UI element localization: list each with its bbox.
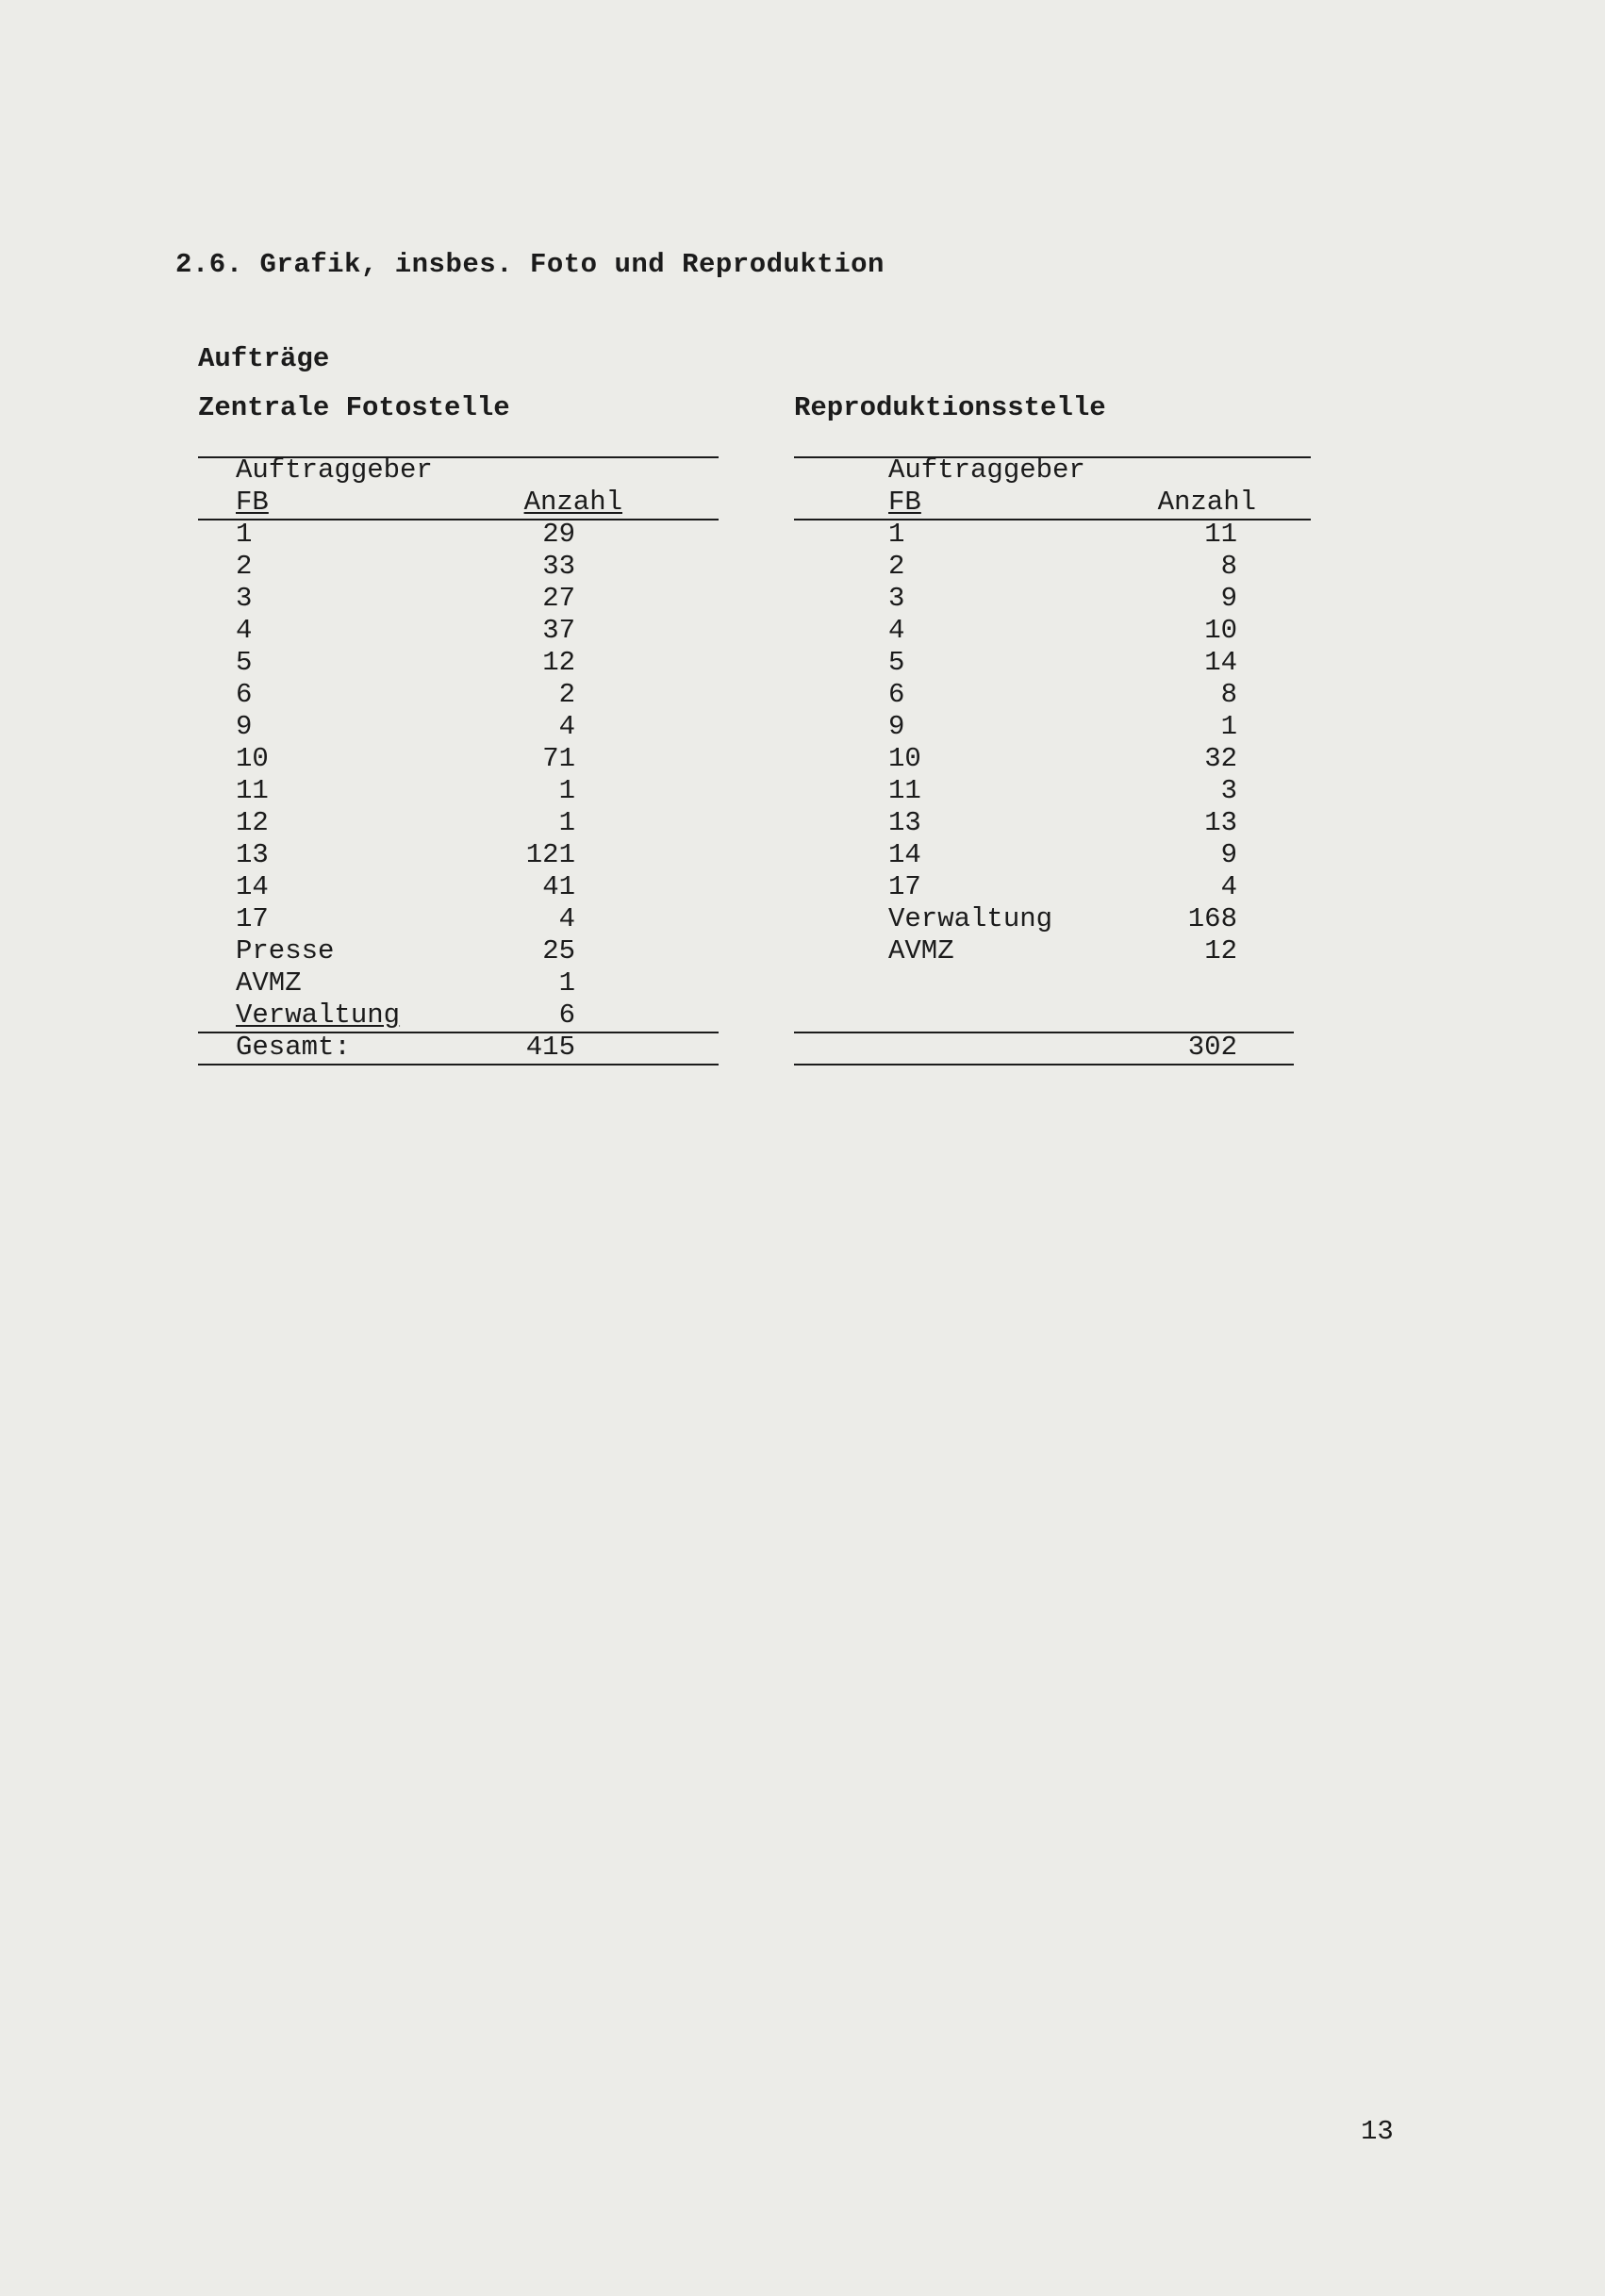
row-anzahl: 1 — [1220, 711, 1237, 742]
header-fb: FB — [888, 487, 921, 518]
row-fb: 4 — [236, 615, 253, 646]
row-anzahl: 13 — [1204, 807, 1237, 838]
row-fb: 3 — [236, 583, 253, 614]
row-anzahl: 12 — [1204, 935, 1237, 966]
row-anzahl: 71 — [542, 743, 575, 774]
row-anzahl: 10 — [1204, 615, 1237, 646]
row-anzahl: 1 — [558, 775, 575, 806]
row-fb: 3 — [888, 583, 905, 614]
row-fb: 5 — [236, 647, 253, 678]
header-anzahl: Anzahl — [1157, 487, 1256, 518]
total-value: 415 — [525, 1032, 575, 1063]
row-anzahl: 4 — [558, 903, 575, 934]
row-fb: Verwaltung — [888, 903, 1053, 934]
row-fb: 4 — [888, 615, 905, 646]
left-table-title: Zentrale Fotostelle — [198, 392, 510, 423]
total-bottom-rule — [198, 1064, 719, 1065]
row-fb: 10 — [236, 743, 269, 774]
row-fb: Presse — [236, 935, 335, 966]
row-fb: 2 — [888, 551, 905, 582]
row-anzahl: 41 — [542, 871, 575, 902]
row-fb: 2 — [236, 551, 253, 582]
row-anzahl: 121 — [525, 839, 575, 870]
row-fb: 6 — [236, 679, 253, 710]
row-fb: 17 — [888, 871, 921, 902]
row-fb: 13 — [236, 839, 269, 870]
row-anzahl: 25 — [542, 935, 575, 966]
row-fb: 17 — [236, 903, 269, 934]
page-number: 13 — [1361, 2116, 1394, 2147]
header-auftraggeber: Auftraggeber — [888, 454, 1085, 486]
row-fb: 9 — [888, 711, 905, 742]
row-fb: 11 — [888, 775, 921, 806]
header-fb: FB — [236, 487, 269, 518]
row-anzahl: 6 — [558, 999, 575, 1031]
row-fb: 13 — [888, 807, 921, 838]
row-anzahl: 37 — [542, 615, 575, 646]
header-auftraggeber: Auftraggeber — [236, 454, 433, 486]
row-fb: 12 — [236, 807, 269, 838]
total-bottom-rule — [794, 1064, 1294, 1065]
row-fb: 5 — [888, 647, 905, 678]
row-fb: 1 — [236, 519, 253, 550]
row-anzahl: 29 — [542, 519, 575, 550]
row-anzahl: 1 — [558, 967, 575, 999]
row-anzahl: 4 — [1220, 871, 1237, 902]
row-anzahl: 33 — [542, 551, 575, 582]
row-anzahl: 2 — [558, 679, 575, 710]
reproduktion-table — [794, 454, 1311, 1067]
header-anzahl: Anzahl — [523, 487, 622, 518]
row-anzahl: 1 — [558, 807, 575, 838]
row-anzahl: 32 — [1204, 743, 1237, 774]
row-fb: 11 — [236, 775, 269, 806]
row-fb: 10 — [888, 743, 921, 774]
heading-auftraege: Aufträge — [198, 343, 330, 374]
row-fb: Verwaltung — [236, 999, 401, 1031]
row-fb: 14 — [888, 839, 921, 870]
header-bottom-rule — [198, 519, 719, 520]
total-label: Gesamt: — [236, 1032, 351, 1063]
row-anzahl: 27 — [542, 583, 575, 614]
row-fb: 14 — [236, 871, 269, 902]
row-anzahl: 3 — [1220, 775, 1237, 806]
row-fb: 9 — [236, 711, 253, 742]
row-fb: AVMZ — [236, 967, 302, 999]
row-anzahl: 9 — [1220, 583, 1237, 614]
row-anzahl: 14 — [1204, 647, 1237, 678]
row-anzahl: 168 — [1187, 903, 1237, 934]
row-fb: AVMZ — [888, 935, 954, 966]
row-anzahl: 12 — [542, 647, 575, 678]
row-fb: 6 — [888, 679, 905, 710]
row-anzahl: 11 — [1204, 519, 1237, 550]
right-table-title: Reproduktionsstelle — [794, 392, 1106, 423]
total-value: 302 — [1187, 1032, 1237, 1063]
row-anzahl: 8 — [1220, 551, 1237, 582]
section-title: 2.6. Grafik, insbes. Foto und Reproduktion — [175, 249, 885, 280]
fotostelle-table — [198, 454, 719, 1067]
row-anzahl: 4 — [558, 711, 575, 742]
row-anzahl: 9 — [1220, 839, 1237, 870]
row-anzahl: 8 — [1220, 679, 1237, 710]
row-fb: 1 — [888, 519, 905, 550]
